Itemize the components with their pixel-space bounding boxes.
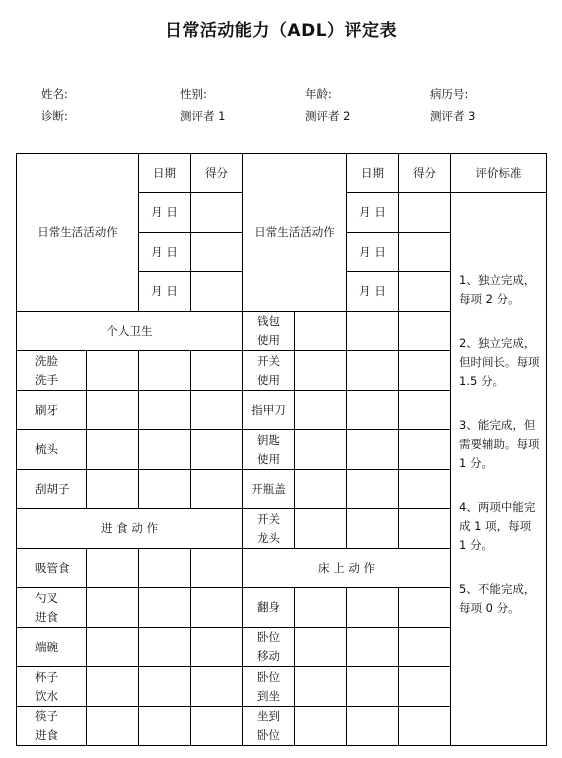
item-label: 端碗 — [17, 628, 87, 667]
item-label: 勺叉 进食 — [17, 588, 87, 628]
item-label: 指甲刀 — [243, 391, 295, 430]
score-cell[interactable] — [347, 391, 399, 430]
score-cell[interactable] — [399, 588, 451, 628]
score-cell[interactable] — [295, 588, 347, 628]
score-cell[interactable] — [87, 391, 139, 430]
adl-assessment-table — [16, 153, 547, 746]
score-cell[interactable] — [399, 351, 451, 391]
score-cell[interactable] — [347, 667, 399, 707]
item-label: 钥匙 使用 — [243, 430, 295, 470]
score-cell[interactable] — [347, 628, 399, 667]
score-cell[interactable] — [347, 509, 399, 549]
score-cell[interactable] — [191, 272, 243, 312]
score-cell[interactable] — [399, 272, 451, 312]
standard-2: 2、独立完成，但时间长。每项 1.5 分。 — [459, 336, 540, 388]
score-cell[interactable] — [399, 233, 451, 272]
score-cell[interactable] — [347, 470, 399, 509]
score-cell[interactable] — [347, 588, 399, 628]
standard-5: 5、不能完成，每项 0 分。 — [459, 582, 536, 615]
item-label: 卧位 到坐 — [243, 667, 295, 707]
adl-label-left: 日常生活活动作 — [17, 154, 139, 312]
score-cell[interactable] — [295, 628, 347, 667]
date-cell: 月 日 — [139, 233, 191, 272]
name-label: 姓名: — [41, 87, 68, 101]
score-cell[interactable] — [295, 667, 347, 707]
score-cell[interactable] — [399, 628, 451, 667]
score-cell[interactable] — [399, 193, 451, 233]
score-cell[interactable] — [191, 233, 243, 272]
date-header: 日期 — [139, 154, 191, 193]
score-cell[interactable] — [191, 351, 243, 391]
item-label: 刷牙 — [17, 391, 87, 430]
date-cell: 月 日 — [347, 233, 399, 272]
score-cell[interactable] — [295, 509, 347, 549]
date-cell: 月 日 — [347, 193, 399, 233]
score-cell[interactable] — [191, 628, 243, 667]
score-cell[interactable] — [139, 588, 191, 628]
score-cell[interactable] — [87, 628, 139, 667]
score-header: 得分 — [191, 154, 243, 193]
score-cell[interactable] — [295, 707, 347, 746]
item-label: 开瓶盖 — [243, 470, 295, 509]
score-cell[interactable] — [347, 312, 399, 351]
standard-1: 1、独立完成，每项 2 分。 — [459, 273, 536, 306]
score-cell[interactable] — [347, 430, 399, 470]
item-label: 开关 使用 — [243, 351, 295, 391]
standard-header: 评价标准 — [451, 154, 547, 193]
record-number-label: 病历号: — [430, 87, 469, 101]
date-cell: 月 日 — [139, 193, 191, 233]
score-cell[interactable] — [191, 430, 243, 470]
score-cell[interactable] — [87, 667, 139, 707]
score-cell[interactable] — [191, 588, 243, 628]
item-label: 刮胡子 — [17, 470, 87, 509]
item-label: 筷子 进食 — [17, 707, 87, 746]
score-cell[interactable] — [139, 707, 191, 746]
score-cell[interactable] — [139, 667, 191, 707]
diagnosis-label: 诊断: — [41, 109, 68, 123]
score-cell[interactable] — [87, 351, 139, 391]
item-label: 梳头 — [17, 430, 87, 470]
standard-3: 3、能完成，但需要辅助。每项 1 分。 — [459, 418, 540, 470]
item-label: 吸管食 — [17, 549, 87, 588]
score-cell[interactable] — [139, 549, 191, 588]
score-cell[interactable] — [191, 391, 243, 430]
score-cell[interactable] — [347, 351, 399, 391]
score-cell[interactable] — [399, 430, 451, 470]
age-label: 年龄: — [305, 87, 332, 101]
date-cell: 月 日 — [139, 272, 191, 312]
score-cell[interactable] — [295, 391, 347, 430]
score-cell[interactable] — [87, 549, 139, 588]
item-label: 开关 龙头 — [243, 509, 295, 549]
score-cell[interactable] — [87, 430, 139, 470]
date-header: 日期 — [347, 154, 399, 193]
item-label: 卧位 移动 — [243, 628, 295, 667]
adl-label-right: 日常生活活动作 — [243, 154, 347, 312]
score-cell[interactable] — [399, 667, 451, 707]
score-cell[interactable] — [191, 667, 243, 707]
standard-4: 4、两项中能完成 1 项，每项 1 分。 — [459, 500, 536, 552]
item-label: 翻身 — [243, 588, 295, 628]
rater-1-label: 测评者 1 — [180, 109, 226, 123]
item-label: 钱包 使用 — [243, 312, 295, 351]
gender-label: 性别: — [180, 87, 207, 101]
score-cell[interactable] — [295, 312, 347, 351]
score-header: 得分 — [399, 154, 451, 193]
score-cell[interactable] — [399, 707, 451, 746]
item-label: 坐到 卧位 — [243, 707, 295, 746]
score-cell[interactable] — [87, 588, 139, 628]
score-cell[interactable] — [295, 430, 347, 470]
page-title: 日常活动能力（ADL）评定表 — [164, 21, 398, 41]
section-bed: 床 上 动 作 — [243, 549, 451, 588]
score-cell[interactable] — [191, 707, 243, 746]
score-cell[interactable] — [139, 628, 191, 667]
score-cell[interactable] — [191, 549, 243, 588]
item-label: 洗脸 洗手 — [17, 351, 87, 391]
score-cell[interactable] — [399, 470, 451, 509]
score-cell[interactable] — [295, 351, 347, 391]
score-cell[interactable] — [139, 430, 191, 470]
rater-2-label: 测评者 2 — [305, 109, 351, 123]
score-cell[interactable] — [191, 193, 243, 233]
score-cell[interactable] — [399, 312, 451, 351]
section-hygiene: 个人卫生 — [17, 312, 243, 351]
score-cell[interactable] — [139, 391, 191, 430]
score-cell[interactable] — [87, 470, 139, 509]
score-cell[interactable] — [139, 351, 191, 391]
section-eating: 进 食 动 作 — [17, 509, 243, 549]
evaluation-standard — [451, 193, 547, 746]
score-cell[interactable] — [87, 707, 139, 746]
date-cell: 月 日 — [347, 272, 399, 312]
score-cell[interactable] — [191, 470, 243, 509]
score-cell[interactable] — [295, 470, 347, 509]
score-cell[interactable] — [347, 707, 399, 746]
score-cell[interactable] — [139, 470, 191, 509]
item-label: 杯子 饮水 — [17, 667, 87, 707]
rater-3-label: 测评者 3 — [430, 109, 476, 123]
score-cell[interactable] — [399, 391, 451, 430]
score-cell[interactable] — [399, 509, 451, 549]
